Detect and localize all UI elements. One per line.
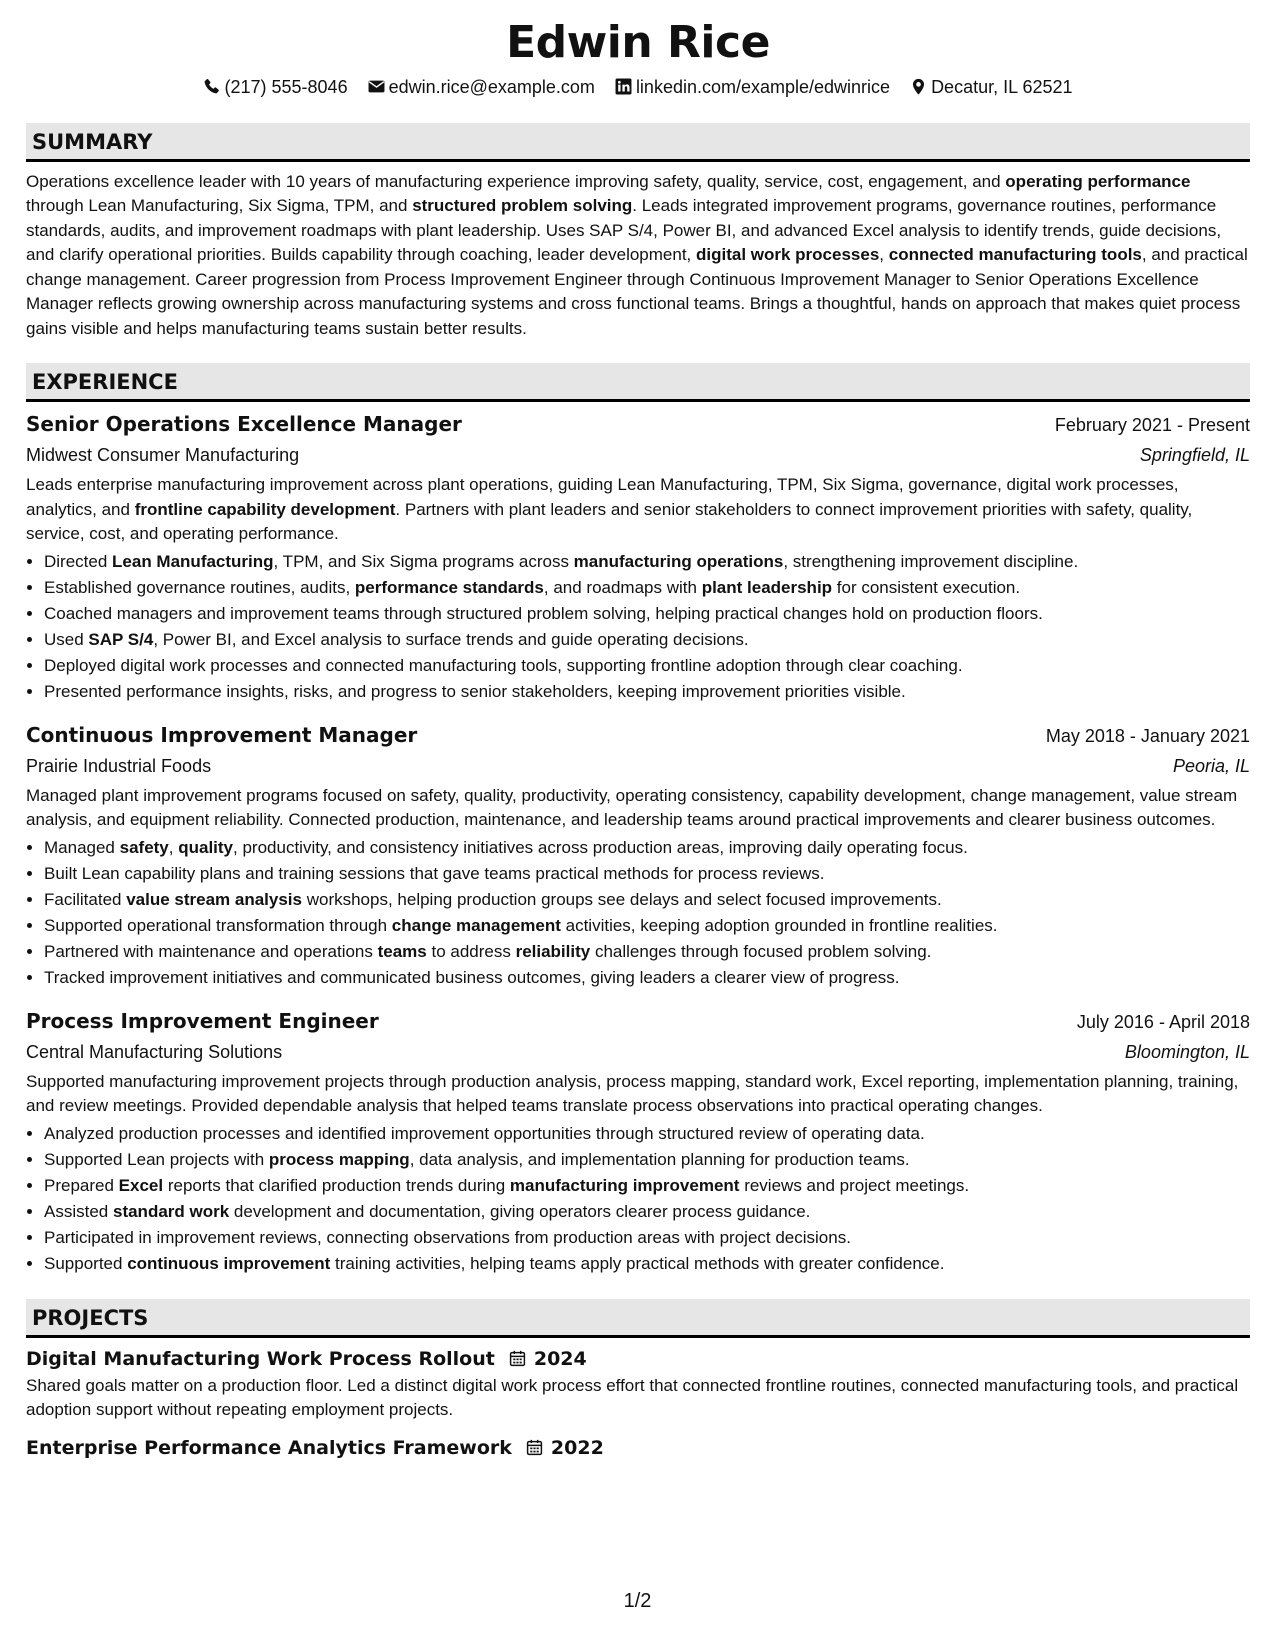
- bullet-item: • Facilitated value stream analysis workshops, helping production groups see delays and select focused improvements.: [44, 887, 1250, 913]
- project-entry: [26, 1344, 1250, 1423]
- job-company: Midwest Consumer Manufacturing: [26, 445, 300, 466]
- contact-linkedin[interactable]: [615, 75, 890, 99]
- project-name: Enterprise Performance Analytics Framework: [26, 1436, 512, 1459]
- bullet-item: • Prepared Excel reports that clarified production trends during manufacturing improvement reviews and project meetings.: [44, 1173, 1250, 1199]
- email-text[interactable]: edwin.rice@example.com: [388, 76, 595, 97]
- bullet-item: • Deployed digital work processes and connected manufacturing tools, supporting frontline adoption through clear coaching.: [44, 653, 1250, 679]
- candidate-name: Edwin Rice: [506, 17, 770, 68]
- job-dates: May 2018 - January 2021: [1045, 725, 1250, 746]
- job-bullets: [26, 1121, 1250, 1277]
- project-name: Digital Manufacturing Work Process Rollout: [26, 1347, 495, 1370]
- job-title: Continuous Improvement Manager: [26, 722, 418, 747]
- experience-section: [26, 363, 1250, 1277]
- job-company: Central Manufacturing Solutions: [26, 1041, 283, 1062]
- job-bullets: [26, 549, 1250, 705]
- bullet-item: • Participated in improvement reviews, connecting observations from production areas with project decisions.: [44, 1225, 1250, 1251]
- contact-phone: [203, 75, 347, 99]
- summary-section: [26, 123, 1250, 342]
- bullet-item: • Established governance routines, audits, performance standards, and roadmaps with plant leadership for consistent execution.: [44, 575, 1250, 601]
- bullet-item: • Partnered with maintenance and operations teams to address reliability challenges through focused problem solving.: [44, 939, 1250, 965]
- phone-icon: [203, 78, 220, 95]
- linkedin-icon: [615, 78, 632, 95]
- bullet-item: • Analyzed production processes and identified improvement opportunities through structured review of operating data.: [44, 1121, 1250, 1147]
- summary-text: Operations excellence leader with 10 years of manufacturing experience improving safety, quality, service, cost, engagement, and operating performance through Lean Manufacturing, Six Sigma, TPM, and structured problem solving. Leads integrated improvement programs, governance routines, performance standards, audits, and improvement roadmaps with plant leadership. Uses SAP S/4, Power BI, and advanced Excel analysis to identify trends, guide decisions, and clarify operational priorities. Builds capability through coaching, leader development, digital work processes, connected manufacturing tools, and practical change management. Career progression from Process Improvement Engineer through Continuous Improvement Manager to Senior Operations Excellence Manager reflects growing ownership across manufacturing systems and cross functional teams. Brings a thoughtful, hands on approach that makes quiet process gains visible and helps manufacturing teams sustain better results.: [26, 171, 1248, 338]
- bullet-item: • Supported operational transformation through change management activities, keeping adoption grounded in frontline realities.: [44, 913, 1250, 939]
- calendar-icon: [509, 1350, 526, 1367]
- location-text: Decatur, IL 62521: [931, 76, 1073, 97]
- phone-text: (217) 555-8046: [224, 76, 348, 97]
- project-entry: [26, 1433, 1250, 1463]
- bullet-item: • Assisted standard work development and documentation, giving operators clearer process guidance.: [44, 1199, 1250, 1225]
- contact-location: [910, 75, 1072, 99]
- job-entry: [26, 1005, 1250, 1277]
- project-year: 2022: [550, 1436, 604, 1459]
- contact-bar: [26, 75, 1250, 99]
- section-heading: SUMMARY: [26, 123, 1250, 162]
- page-number: 1/2: [623, 1590, 652, 1612]
- project-year: 2024: [533, 1347, 587, 1370]
- bullet-item: • Managed safety, quality, productivity, and consistency initiatives across production areas, improving daily operating focus.: [44, 835, 1250, 861]
- linkedin-text[interactable]: linkedin.com/example/edwinrice: [635, 76, 891, 97]
- job-bullets: [26, 835, 1250, 991]
- project-description: Shared goals matter on a production floor. Led a distinct digital work process effort that connected frontline routines, connected manufacturing tools, and practical adoption support without repeating employment projects.: [26, 1375, 1239, 1420]
- bullet-item: • Supported Lean projects with process mapping, data analysis, and implementation planning for production teams.: [44, 1147, 1250, 1173]
- job-description: Supported manufacturing improvement projects through production analysis, process mapping, standard work, Excel reporting, implementation planning, training, and review meetings. Provided dependable analysis that helped teams translate process observations into practical operating changes.: [26, 1071, 1239, 1116]
- bullet-item: • Built Lean capability plans and training sessions that gave teams practical methods for process reviews.: [44, 861, 1250, 887]
- bullet-item: • Presented performance insights, risks, and progress to senior stakeholders, keeping improvement priorities visible.: [44, 679, 1250, 705]
- section-heading: EXPERIENCE: [26, 363, 1250, 402]
- job-company: Prairie Industrial Foods: [26, 755, 212, 776]
- job-title: Process Improvement Engineer: [26, 1008, 379, 1033]
- contact-email[interactable]: [368, 75, 595, 99]
- job-description: Leads enterprise manufacturing improvement across plant operations, guiding Lean Manufacturing, TPM, Six Sigma, governance, digital work processes, analytics, and frontline capability development. Partners with plant leaders and senior stakeholders to connect improvement priorities with safety, quality, service, cost, and operating performance.: [26, 475, 1193, 544]
- job-description: Managed plant improvement programs focused on safety, quality, productivity, operating consistency, capability development, change management, value stream analysis, and equipment reliability. Connected production, maintenance, and leadership teams around practical improvements and clearer business outcomes.: [26, 785, 1238, 830]
- job-entry: [26, 719, 1250, 991]
- calendar-icon: [526, 1439, 543, 1456]
- bullet-item: • Used SAP S/4, Power BI, and Excel analysis to surface trends and guide operating decisions.: [44, 627, 1250, 653]
- bullet-item: • Tracked improvement initiatives and communicated business outcomes, giving leaders a clearer view of progress.: [44, 965, 1250, 991]
- section-heading: PROJECTS: [26, 1299, 1250, 1338]
- projects-section: [26, 1299, 1250, 1463]
- bullet-item: • Supported continuous improvement training activities, helping teams apply practical methods with greater confidence.: [44, 1251, 1250, 1277]
- resume-page: [26, 18, 1250, 1463]
- job-location: Bloomington, IL: [1124, 1041, 1250, 1062]
- job-title: Senior Operations Excellence Manager: [26, 412, 462, 437]
- envelope-icon: [368, 78, 385, 95]
- job-dates: February 2021 - Present: [1054, 415, 1250, 436]
- bullet-item: • Coached managers and improvement teams through structured problem solving, helping practical changes hold on production floors.: [44, 601, 1250, 627]
- job-entry: [26, 408, 1250, 705]
- job-location: Peoria, IL: [1172, 755, 1250, 776]
- job-dates: July 2016 - April 2018: [1076, 1011, 1250, 1032]
- map-pin-icon: [910, 78, 927, 95]
- job-location: Springfield, IL: [1139, 445, 1250, 466]
- bullet-item: • Directed Lean Manufacturing, TPM, and Six Sigma programs across manufacturing operations, strengthening improvement discipline.: [44, 549, 1250, 575]
